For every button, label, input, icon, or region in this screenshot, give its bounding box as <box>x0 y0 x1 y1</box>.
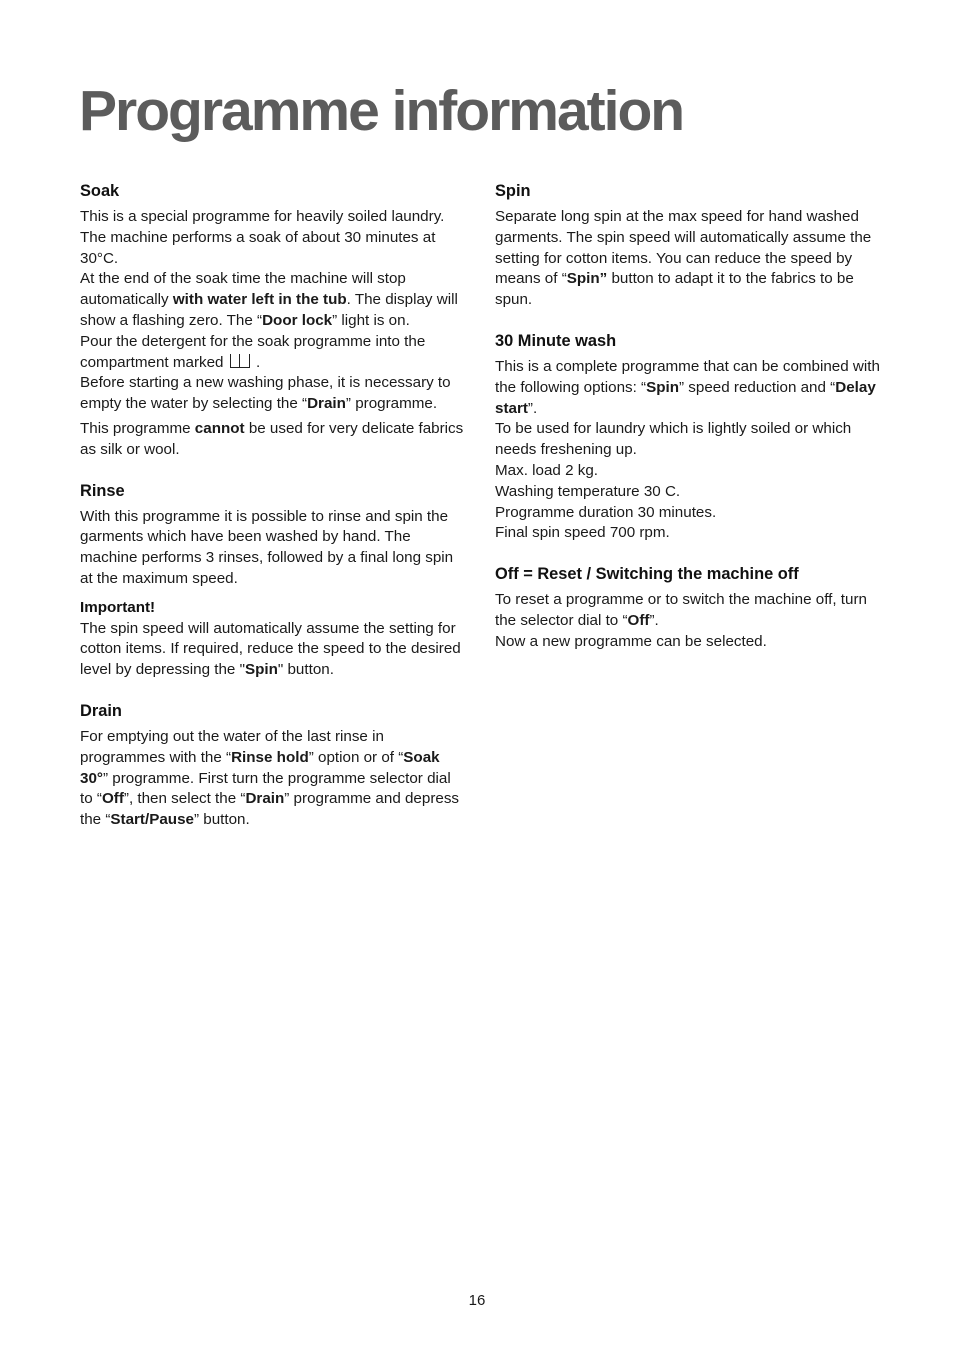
soak-compartment-icon <box>230 354 250 368</box>
wash30-spin-speed: Final spin speed 700 rpm. <box>495 524 670 542</box>
drain-heading: Drain <box>80 701 122 720</box>
spin-heading: Spin <box>495 182 531 200</box>
wash30-temperature: Washing temperature 30 C. <box>495 482 681 500</box>
off-paragraph-1: To reset a programme or to switch the machine off, turn the selector dial to “Off”. <box>495 591 867 629</box>
wash30-paragraph-1: This is a complete programme that can be combined with the following options: “Spin” speed reduction and “Delay start”. <box>495 357 880 417</box>
section-30-minute-wash <box>495 331 880 544</box>
spin-paragraph-1: Separate long spin at the max speed for hand washed garments. The spin speed will automatically assume the setting for cotton items. You can reduce the speed by means of “Spin” button to adapt it to the fabrics to be spun. <box>495 208 872 309</box>
wash30-heading: 30 Minute wash <box>495 331 617 350</box>
soak-paragraph-5: This programme cannot be used for very delicate fabrics as silk or wool. <box>80 419 464 458</box>
wash30-paragraph-2: To be used for laundry which is lightly soiled or which needs freshening up. <box>495 420 852 459</box>
rinse-important-heading: Important! <box>80 598 156 616</box>
off-heading: Off = Reset / Switching the machine off <box>495 565 799 584</box>
section-soak <box>80 181 465 461</box>
right-column <box>495 181 880 673</box>
section-rinse <box>80 481 465 681</box>
section-spin <box>495 181 880 311</box>
off-paragraph-2: Now a new programme can be selected. <box>495 632 767 650</box>
page-number: 16 <box>468 1292 486 1309</box>
rinse-paragraph-1: With this programme it is possible to rinse and spin the garments which have been washed by hand. The machine performs 3 rinses, followed by a final long spin at the maximum speed. <box>80 507 454 587</box>
soak-paragraph-1: This is a special programme for heavily soiled laundry. The machine performs a soak of about 30 minutes at 30°C. <box>80 208 445 267</box>
rinse-heading: Rinse <box>80 481 125 500</box>
wash30-max-load: Max. load 2 kg. <box>495 461 598 479</box>
rinse-paragraph-2: The spin speed will automatically assume the setting for cotton items. If required, reduce the speed to the desired level by depressing the "Spin" button. <box>80 619 461 679</box>
soak-paragraph-3: Pour the detergent for the soak programme into the compartment marked . <box>80 332 426 371</box>
section-drain <box>80 701 465 831</box>
page-title: Programme information <box>79 79 684 143</box>
drain-paragraph-1: For emptying out the water of the last rinse in programmes with the “Rinse hold” option or of “Soak 30°” programme. First turn the programme selector dial to “Off”, then select the “Drain” programme and depress the “Start/Pause” button. <box>80 727 460 829</box>
soak-heading: Soak <box>80 182 120 200</box>
section-off-reset <box>495 564 880 652</box>
soak-paragraph-2: At the end of the soak time the machine will stop automatically with water left in the tub. The display will show a flashing zero. The “Door lock” light is on. <box>80 270 458 329</box>
left-column <box>80 181 465 851</box>
soak-paragraph-4: Before starting a new washing phase, it is necessary to empty the water by selecting the “Drain” programme. <box>80 374 451 413</box>
wash30-duration: Programme duration 30 minutes. <box>495 503 717 521</box>
